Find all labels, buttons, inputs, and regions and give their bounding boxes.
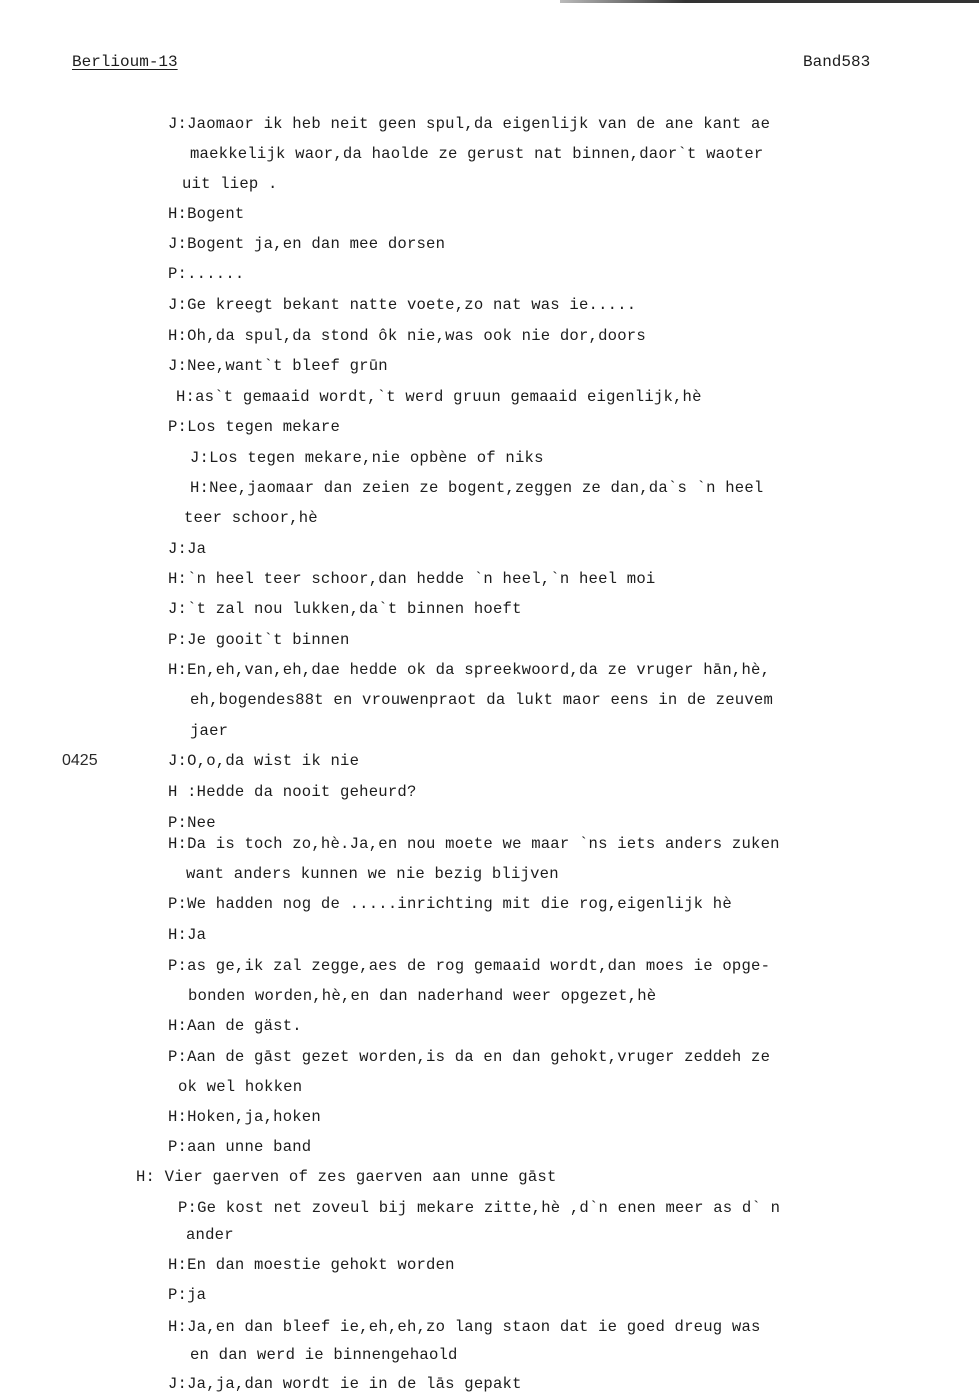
transcript-line: J:Ja,ja,dan wordt ie in de lās gepakt — [168, 1375, 522, 1393]
transcript-line: J:Nee,want`t bleef grūn — [168, 357, 388, 375]
transcript-line: H:En,eh,van,eh,dae hedde ok da spreekwoord,da ze vruger hān,hè, — [168, 661, 771, 679]
transcript-line: J:Los tegen mekare,nie opbène of niks — [190, 449, 544, 467]
transcript-line: P:Aan de gāst gezet worden,is da en dan gehokt,vruger zeddeh ze — [168, 1048, 771, 1066]
transcript-line: J:`t zal nou lukken,da`t binnen hoeft — [168, 600, 522, 618]
transcript-line: want anders kunnen we nie bezig blijven — [186, 865, 559, 883]
transcript-line: P:Nee — [168, 814, 216, 832]
transcript-line: H:Nee,jaomaar dan zeien ze bogent,zeggen ze dan,da`s `n heel — [190, 479, 764, 497]
transcript-line: P:aan unne band — [168, 1138, 312, 1156]
transcript-line: H: Vier gaerven of zes gaerven aan unne gāst — [136, 1168, 557, 1186]
transcript-line: P:...... — [168, 265, 245, 283]
transcript-line: P:ja — [168, 1286, 207, 1304]
transcript-line: J:Jaomaor ik heb neit geen spul,da eigenlijk van de ane kant ae — [168, 115, 771, 133]
transcript-line: P:Los tegen mekare — [168, 418, 341, 436]
transcript-line: jaer — [190, 722, 229, 740]
transcript-line: ander — [186, 1226, 234, 1244]
transcript-line: J:Ja — [168, 540, 207, 558]
transcript-line: H:Aan de gäst. — [168, 1017, 302, 1035]
transcript-line: J:O,o,da wist ik nie — [168, 752, 360, 770]
transcript-line: P:We hadden nog de .....inrichting mit die rog,eigenlijk hè — [168, 895, 732, 913]
margin-counter: 0425 — [62, 752, 98, 769]
transcript-line: H:En dan moestie gehokt worden — [168, 1256, 455, 1274]
transcript-line: H:Bogent — [168, 205, 245, 223]
transcript-line: J:Bogent ja,en dan mee dorsen — [168, 235, 446, 253]
transcript-line: H:Ja,en dan bleef ie,eh,eh,zo lang staon dat ie goed dreug was — [168, 1318, 761, 1336]
transcript-line: J:Ge kreegt bekant natte voete,zo nat was ie..... — [168, 296, 637, 314]
transcript-line: uit liep . — [182, 175, 278, 193]
transcript-line: bonden worden,hè,en dan naderhand weer opgezet,hè — [188, 987, 657, 1005]
transcript-line: H:as`t gemaaid wordt,`t werd gruun gemaaid eigenlijk,hè — [176, 388, 702, 406]
transcript-line: H:Ja — [168, 926, 207, 944]
header-title: Berlioum-13 — [72, 53, 178, 71]
transcript-line: H:Oh,da spul,da stond ôk nie,was ook nie dor,doors — [168, 327, 646, 345]
header-band-number: Band583 — [803, 53, 871, 71]
transcript-line: P:Ge kost net zoveul bij mekare zitte,hè ,d`n enen meer as d` n — [178, 1199, 781, 1217]
transcript-line: H:`n heel teer schoor,dan hedde `n heel,`n heel moi — [168, 570, 656, 588]
transcript-line: H :Hedde da nooit geheurd? — [168, 783, 417, 801]
transcript-line: en dan werd ie binnengehaold — [190, 1346, 458, 1364]
transcript-line: H:Hoken,ja,hoken — [168, 1108, 321, 1126]
transcript-line: eh,bogendes88t en vrouwenpraot da lukt maor eens in de zeuvem — [190, 691, 774, 709]
transcript-line: maekkelijk waor,da haolde ze gerust nat binnen,daor`t waoter — [190, 145, 764, 163]
transcript-line: P:as ge,ik zal zegge,aes de rog gemaaid wordt,dan moes ie opge- — [168, 957, 771, 975]
transcript-line: P:Je gooit`t binnen — [168, 631, 350, 649]
transcript-line: H:Da is toch zo,hè.Ja,en nou moete we maar `ns iets anders zuken — [168, 835, 780, 853]
transcript-line: ok wel hokken — [178, 1078, 303, 1096]
transcript-line: teer schoor,hè — [184, 509, 318, 527]
top-rule — [560, 0, 979, 3]
